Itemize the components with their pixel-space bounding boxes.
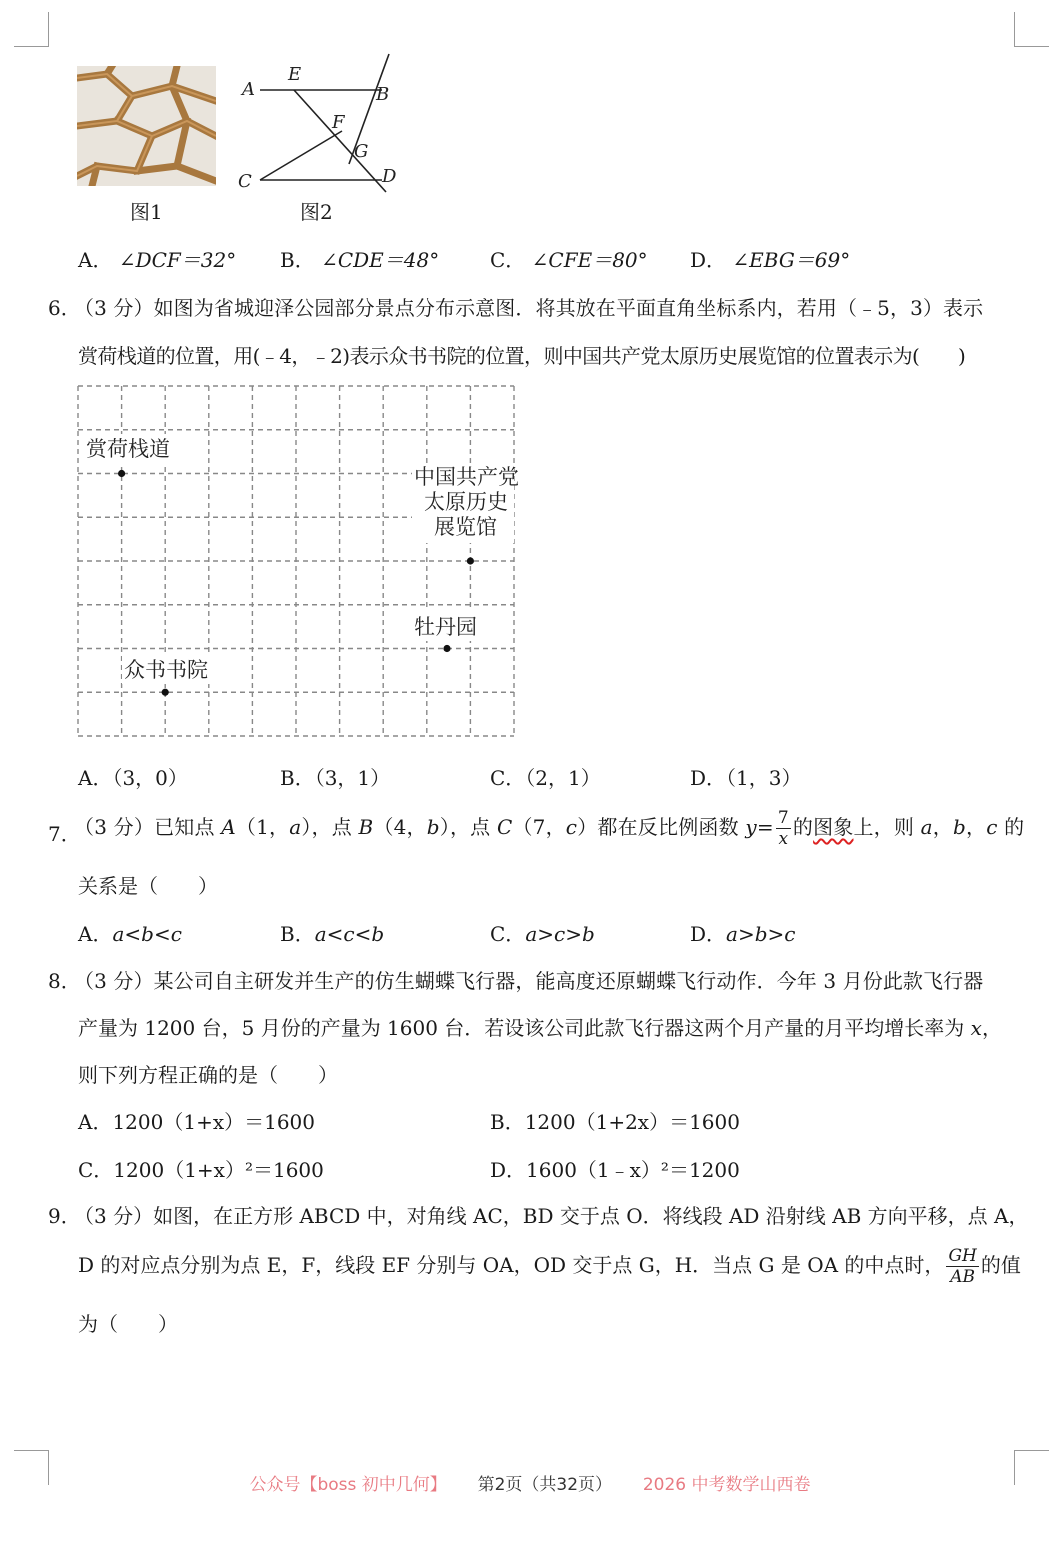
label-F: F — [332, 112, 345, 133]
map-label-museum-1: 中国共产党 — [414, 465, 518, 489]
q9-fraction: $\frac{GH}{AB}$ — [948, 1246, 977, 1287]
footer-exam-title: 2026 中考数学山西卷 — [642, 1475, 811, 1495]
label-A: A — [242, 79, 255, 100]
q8-option-b[interactable]: B．1200（1+2x）＝1600 — [490, 1110, 740, 1134]
map-label-mudan: 牡丹园 — [414, 615, 477, 639]
q8-option-a[interactable]: A．1200（1+x）＝1600 — [78, 1110, 316, 1134]
q8-option-d[interactable]: D．1600（1﹣x）²＝1200 — [490, 1158, 740, 1182]
q6-stem-line1: （3 分）如图为省城迎泽公园部分景点分布示意图．将其放在平面直角坐标系内，若用（﹣5，3）表示 — [74, 296, 984, 320]
q9-stem-line2: D 的对应点分别为点 E，F，线段 EF 分别与 OA，OD 交于点 G，H．当点 G 是 OA 的中点时， $\frac{GH}{AB}$ 的值 — [78, 1246, 1021, 1287]
q5-option-d[interactable]: D． ∠EBG＝69° — [690, 248, 851, 272]
crop-mark-top-left — [14, 12, 49, 47]
q6-option-d[interactable]: D．（1，3） — [690, 766, 802, 790]
q7-number: 7． — [48, 822, 81, 846]
point-mudan — [443, 645, 450, 652]
label-C: C — [238, 171, 252, 192]
q7-option-c[interactable]: C．a>c>b — [490, 922, 595, 946]
figure-1-lattice-image — [77, 66, 216, 186]
label-E: E — [288, 64, 302, 85]
label-D: D — [382, 166, 397, 187]
figure-2-geometry-diagram — [232, 52, 407, 197]
q9-stem-line3: 为（ ） — [78, 1312, 178, 1336]
map-label-museum-3: 展览馆 — [434, 515, 497, 539]
q7-stem-line1: （3 分）已知点 A（1，a），点 B（4，b），点 C（7，c）都在反比例函数 y= $\frac{7}{x}$ 的图象上，则 a，b，c 的 — [74, 808, 1025, 849]
crop-mark-top-right — [1014, 12, 1049, 47]
q7-fraction: $\frac{7}{x}$ — [777, 808, 789, 849]
q6-park-map-grid — [76, 384, 518, 740]
q5-option-c[interactable]: C． ∠CFE＝80° — [490, 248, 648, 272]
q6-option-b[interactable]: B．（3，1） — [280, 766, 391, 790]
q7-option-a[interactable]: A．a<b<c — [78, 922, 182, 946]
map-label-shanghe: 赏荷栈道 — [86, 437, 170, 461]
q6-number: 6． — [48, 296, 81, 320]
q5-option-a[interactable]: A． ∠DCF＝32° — [78, 248, 237, 272]
q6-option-c[interactable]: C．（2，1） — [490, 766, 601, 790]
q6-option-a[interactable]: A．（3，0） — [78, 766, 188, 790]
label-G: G — [354, 141, 369, 162]
footer-wechat-account: 公众号【boss 初中几何】 — [249, 1475, 447, 1495]
label-B: B — [376, 84, 390, 105]
figure-1-caption: 图1 — [130, 200, 163, 224]
q8-option-c[interactable]: C．1200（1+x）²＝1600 — [78, 1158, 324, 1182]
q9-stem-line1: （3 分）如图，在正方形 ABCD 中，对角线 AC，BD 交于点 O．将线段 AD 沿射线 AB 方向平移，点 A， — [74, 1204, 1029, 1228]
map-label-museum-2: 太原历史 — [424, 490, 508, 514]
point-shanghe — [118, 470, 125, 477]
footer-page-number: 第2页（共32页） — [477, 1475, 613, 1495]
q7-option-d[interactable]: D．a>b>c — [690, 922, 796, 946]
page-footer — [0, 1470, 1060, 1495]
q9-number: 9． — [48, 1204, 81, 1228]
map-label-zhongshu: 众书书院 — [124, 658, 208, 682]
point-museum — [467, 557, 474, 564]
q5-option-b[interactable]: B． ∠CDE＝48° — [280, 248, 440, 272]
point-zhongshu — [162, 689, 169, 696]
q8-stem-line3: 则下列方程正确的是（ ） — [78, 1063, 338, 1087]
q6-stem-line2: 赏荷栈道的位置，用(﹣4，﹣2)表示众书书院的位置，则中国共产党太原历史展览馆的位置表示为( ) — [78, 344, 966, 368]
q8-stem-line2: 产量为 1200 台，5 月份的产量为 1600 台．若设该公司此款飞行器这两个月产量的月平均增长率为 x， — [78, 1016, 1002, 1040]
q7-option-b[interactable]: B．a<c<b — [280, 922, 385, 946]
q7-stem-line2: 关系是（ ） — [78, 874, 218, 898]
q8-number: 8． — [48, 969, 81, 993]
figure-2-caption: 图2 — [300, 200, 333, 224]
q8-stem-line1: （3 分）某公司自主研发并生产的仿生蝴蝶飞行器，能高度还原蝴蝶飞行动作．今年 3 月份此款飞行器 — [74, 969, 984, 993]
